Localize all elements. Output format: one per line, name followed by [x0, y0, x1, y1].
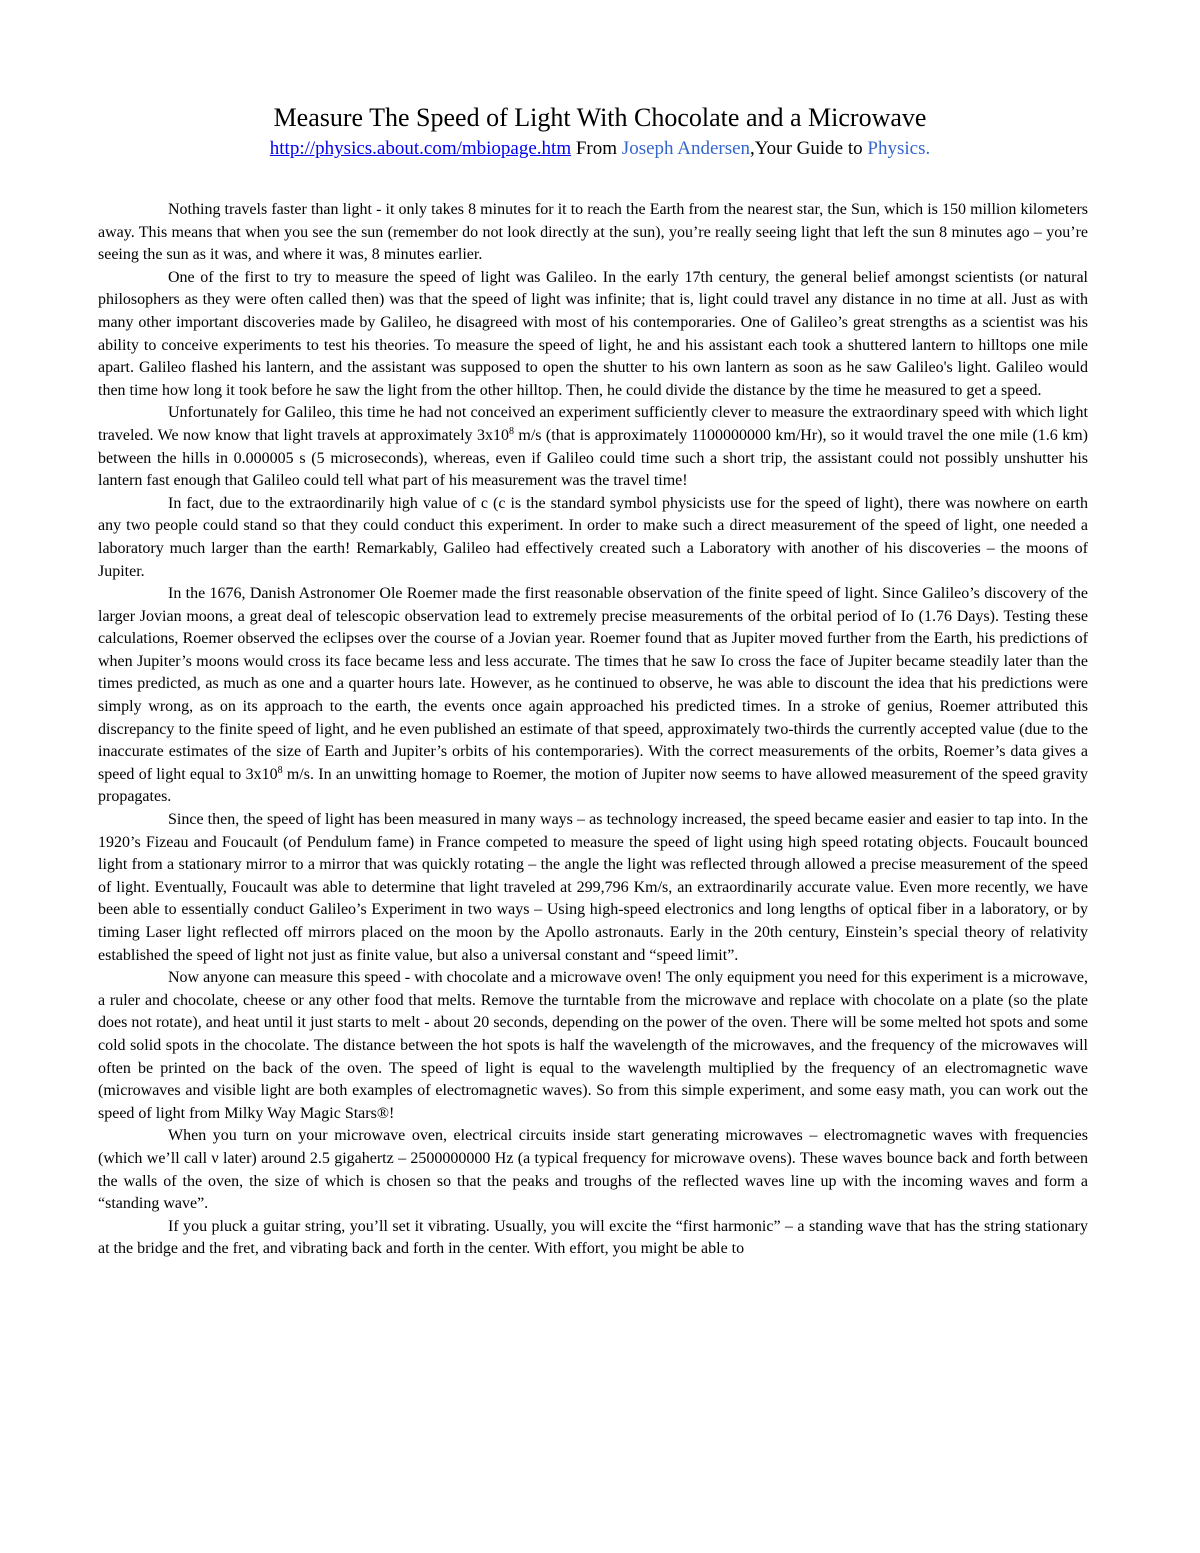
paragraph-3-part-a: Unfortunately for Galileo, this time he had not conceived an experiment sufficiently clever to measure the extraordinary speed with which light traveled. We now know that light travels at approximately 3x10	[98, 404, 1088, 444]
topic-period: .	[925, 138, 931, 159]
guide-text: ,Your Guide to	[750, 138, 868, 159]
source-link[interactable]: http://physics.about.com/mbiopage.htm	[269, 138, 572, 159]
topic-name: Physics	[867, 138, 926, 159]
article-body	[98, 199, 1088, 1261]
paragraph-3	[98, 402, 1088, 492]
paragraph-1: Nothing travels faster than light - it only takes 8 minutes for it to reach the Earth from the nearest star, the Sun, which is 150 million kilometers away. This means that when you see the sun (remember do not look directly at the sun), you’re really seeing light that left the sun 8 minutes ago – you’re seeing the sun as it was, and where it was, 8 minutes earlier.	[98, 201, 1088, 264]
paragraph-3-part-b: m/s (that is approximately 1100000000 km/Hr), so it would travel the one mile (1.6 km) between the hills in 0.000005 s (5 microseconds), whereas, even if Galileo could time such a short trip, the assistant could not possibly unshutter his lantern fast enough that Galileo could tell what part of his measurement was the travel time!	[98, 426, 1088, 490]
paragraph-5-part-b: m/s. In an unwitting homage to Roemer, the motion of Jupiter now seems to have allowed measurement of the speed gravity propagates.	[98, 765, 1089, 806]
paragraph-9: If you pluck a guitar string, you’ll set it vibrating. Usually, you will excite the “first harmonic” – a standing wave that has the string stationary at the bridge and the fret, and vibrating back and forth in the center. With effort, you might be able to	[98, 1217, 1088, 1258]
byline	[0, 136, 1200, 162]
page-title: Measure The Speed of Light With Chocolate and a Microwave	[273, 103, 927, 132]
paragraph-7: Now anyone can measure this speed - with chocolate and a microwave oven! The only equipment you need for this experiment is a microwave, a ruler and chocolate, cheese or any other food that melts. Remove the turntable from the microwave and replace with chocolate on a plate (so the plate does not rotate), and heat until it just starts to melt - about 20 seconds, depending on the power of the oven. There will be some melted hot spots and some cold solid spots in the chocolate. The distance between the hot spots is half the wavelength of the microwaves, and the frequency of the microwaves will often be printed on the back of the oven. The speed of light is equal to the wavelength multiplied by the frequency of an electromagnetic wave (microwaves and visible light are both examples of electromagnetic waves). So from this simple experiment, and some easy math, you can work out the speed of light from Milky Way Magic Stars®!	[98, 969, 1088, 1122]
paragraph-5-part-a: In the 1676, Danish Astronomer Ole Roemer made the first reasonable observation of the finite speed of light. Since Galileo’s discovery of the larger Jovian moons, a great deal of telescopic observation lead to extremely precise measurements of the orbital period of Io (1.76 Days). Testing these calculations, Roemer observed the eclipses over the course of a Jovian year. Roemer found that as Jupiter moved further from the Earth, his predictions of when Jupiter’s moons would cross its face became less and less accurate. The times that he saw Io cross the face of Jupiter became steadily later than the times predicted, as much as one and a quarter hours late. However, as he continued to observe, he was able to discount the idea that his predictions were simply wrong, as on its approach to the earth, the events once again approached his predicted times. In a stroke of genius, Roemer attributed this discrepancy to the finite speed of light, and he even published an estimate of that speed, approximately two-thirds the currently accepted value (due to the inaccurate estimates of the size of Earth and Jupiter’s orbits of his contemporaries). With the correct measurements of the orbits, Roemer’s data gives a speed of light equal to 3x10	[98, 585, 1088, 783]
paragraph-8: When you turn on your microwave oven, electrical circuits inside start generating microwaves – electromagnetic waves with frequencies (which we’ll call ν later) around 2.5 gigahertz – 2500000000 Hz (a typical frequency for microwave ovens). These waves bounce back and forth between the walls of the oven, the size of which is chosen so that the peaks and troughs of the reflected waves line up with the incoming waves and form a “standing wave”.	[98, 1127, 1088, 1213]
paragraph-4: In fact, due to the extraordinarily high value of c (c is the standard symbol physicists use for the speed of light), there was nowhere on earth any two people could stand so that they could conduct this experiment. In order to make such a direct measurement of the speed of light, one needed a laboratory much larger than the earth! Remarkably, Galileo had effectively created such a Laboratory with another of his discoveries – the moons of Jupiter.	[98, 494, 1088, 580]
paragraph-5	[98, 583, 1088, 809]
exponent: 8	[277, 764, 283, 776]
author-name: Joseph Andersen	[621, 138, 751, 159]
exponent: 8	[508, 425, 514, 437]
from-text: From	[571, 138, 622, 159]
paragraph-2: One of the first to try to measure the speed of light was Galileo. In the early 17th century, the general belief amongst scientists (or natural philosophers as they were often called then) was that the speed of light was infinite; that is, light could travel any distance in no time at all. Just as with many other important discoveries made by Galileo, he disagreed with most of his contemporaries. One of Galileo’s great strengths as a scientist was his ability to conceive experiments to test his theories. To measure the speed of light, he and his assistant each took a shuttered lantern to hilltops one mile apart. Galileo flashed his lantern, and the assistant was supposed to open the shutter to his own lantern as soon as he saw Galileo's light. Galileo would then time how long it took before he saw the light from the other hilltop. Then, he could divide the distance by the time he measured to get a speed.	[98, 268, 1088, 399]
paragraph-6: Since then, the speed of light has been measured in many ways – as technology increased, the speed became easier and easier to tap into. In the 1920’s Fizeau and Foucault (of Pendulum fame) in France competed to measure the speed of light using high speed rotating objects. Foucault bounced light from a stationary mirror to a mirror that was quickly rotating – the angle the light was reflected through allowed a precise measurement of the speed of light. Eventually, Foucault was able to determine that light traveled at 299,796 Km/s, an extraordinarily accurate value. Even more recently, we have been able to essentially conduct Galileo’s Experiment in two ways – Using high-speed electronics and long lengths of optical fiber in a laboratory, or by timing Laser light reflected off mirrors placed on the moon by the Apollo astronauts. Early in the 20th century, Einstein’s special theory of relativity established the speed of light not just as finite value, but also a universal constant and “speed limit”.	[98, 811, 1088, 964]
